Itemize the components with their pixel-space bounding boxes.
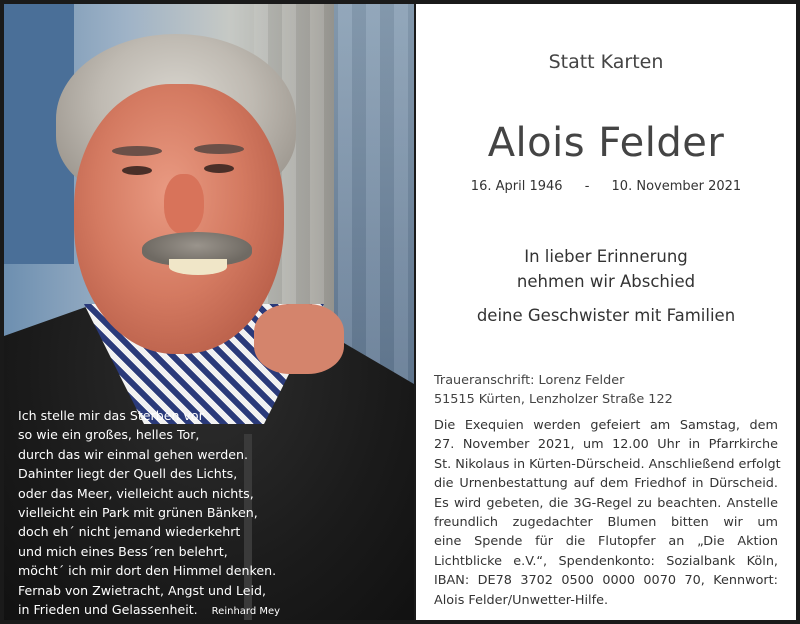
poem-line: Fernab von Zwietracht, Angst und Leid,	[18, 582, 267, 598]
details-line: eine Spende für die Flutopfer an „Die Aktion	[434, 534, 778, 550]
funeral-details	[434, 416, 781, 610]
life-dates	[416, 179, 796, 194]
poem-line: vielleicht ein Park mit grünen Bänken,	[18, 505, 258, 521]
details-line: IBAN: DE78 3702 0500 0000 0070 70, Kennwort:	[434, 573, 778, 589]
portrait-photo	[4, 4, 414, 620]
poem-line: durch das wir einmal gehen werden.	[18, 446, 248, 462]
poem-last-line	[18, 600, 303, 620]
details-line: Es wird gebeten, die 3G-Regel zu beachten. Anstelle	[434, 495, 778, 511]
details-line: St. Nikolaus in Kürten-Dürscheid. Anschließend erfolgt	[434, 456, 781, 472]
mourning-address	[434, 371, 673, 410]
poem-line: in Frieden und Gelassenheit.	[18, 602, 198, 618]
signers: deine Geschwister mit Familien	[476, 306, 736, 325]
details-line: Alois Felder/Unwetter-Hilfe.	[434, 592, 609, 608]
poem-line: Dahinter liegt der Quell des Lichts,	[18, 466, 238, 482]
memory-text	[416, 244, 796, 294]
notice-panel	[416, 4, 796, 620]
address-line: Traueranschrift: Lorenz Felder	[434, 373, 625, 388]
details-line: die Urnenbestattung auf dem Friedhof in Dürscheid.	[434, 476, 778, 492]
poem-author: Reinhard Mey	[211, 606, 281, 618]
notice-heading: Statt Karten	[548, 51, 664, 73]
poem-line: Ich stelle mir das Sterben vor	[18, 408, 204, 423]
details-line: freundlich zugedachter Blumen bitten wir um	[434, 515, 778, 531]
poem	[18, 406, 303, 620]
memory-line: In lieber Erinnerung	[524, 247, 688, 266]
deceased-name: Alois Felder	[487, 120, 725, 166]
poem-line: möcht´ ich mir dort den Himmel denken.	[18, 563, 277, 579]
date-separator: -	[584, 179, 590, 194]
death-date: 10. November 2021	[611, 179, 742, 194]
address-line: 51515 Kürten, Lenzholzer Straße 122	[434, 392, 673, 408]
details-line: 27. November 2021, um 12.00 Uhr in Pfarrkirche	[434, 437, 778, 453]
poem-line: so wie ein großes, helles Tor,	[18, 427, 200, 443]
birth-date: 16. April 1946	[470, 179, 563, 194]
poem-line: doch eh´ nicht jemand wiederkehrt	[18, 524, 241, 540]
details-line: Die Exequien werden gefeiert am Samstag, dem	[434, 418, 778, 433]
details-line: Lichtblicke e.V.“, Spendenkonto: Sozialbank Köln,	[434, 553, 778, 569]
poem-line: und mich eines Bess´ren belehrt,	[18, 543, 228, 559]
poem-line: oder das Meer, vielleicht auch nichts,	[18, 485, 254, 501]
memory-line: nehmen wir Abschied	[516, 272, 696, 291]
